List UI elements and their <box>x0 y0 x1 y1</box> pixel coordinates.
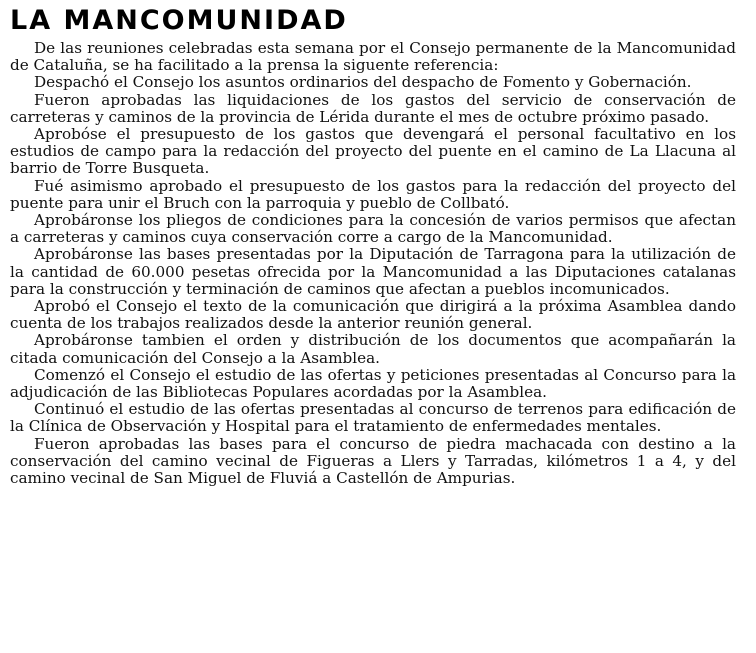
article-paragraph: De las reuniones celebradas esta semana por el Consejo permanente de la Mancomunidad de Cataluña, se ha facilitado a la prensa la siguente referencia: <box>10 39 736 75</box>
article-paragraph: Aprobáronse las bases presentadas por la Diputación de Tarragona para la utilización de la cantidad de 60.000 pesetas ofrecida por la Mancomunidad a las Diputaciones catalanas para la construcción y terminación de caminos que afectan a pueblos incomunicados. <box>10 245 736 298</box>
article-paragraph: Fueron aprobadas las liquidaciones de los gastos del servicio de conservación de carreteras y caminos de la provincia de Lérida durante el mes de octubre próximo pasado. <box>10 90 736 126</box>
article-paragraph: Despachó el Consejo los asuntos ordinarios del despacho de Fomento y Gobernación. <box>34 73 692 92</box>
news-article <box>10 6 736 651</box>
article-paragraph: Aprobó el Consejo el texto de la comunicación que dirigirá a la próxima Asamblea dando cuenta de los trabajos realizados desde la anterior reunión general. <box>10 297 736 333</box>
article-paragraph: Fué asimismo aprobado el presupuesto de los gastos para la redacción del proyecto del puente para unir el Bruch con la parroquia y pueblo de Collbató. <box>10 176 736 212</box>
article-paragraph: Fueron aprobadas las bases para el concurso de piedra machacada con destino a la conservación del camino vecinal de Figueras a Llers y Tarradas, kilómetros 1 a 4, y del camino vecinal de San Miguel de Fluviá a Castellón de Ampurias. <box>10 434 736 488</box>
article-paragraph: Comenzó el Consejo el estudio de las ofertas y peticiones presentadas al Concurso para la adjudicación de las Bibliotecas Populares acordadas por la Asamblea. <box>10 365 736 402</box>
article-paragraph: Aprobáronse los pliegos de condiciones para la concesión de varios permisos que afectan a carreteras y caminos cuya conservación corre a cargo de la Mancomunidad. <box>10 211 736 247</box>
article-paragraph: Aprobáronse tambien el orden y distribución de los documentos que acompañarán la citada comunicación del Consejo a la Asamblea. <box>10 331 736 367</box>
article-paragraph: Continuó el estudio de las ofertas presentadas al concurso de terrenos para edificación de la Clínica de Observación y Hospital para el tratamiento de enfermedades mentales. <box>10 400 736 436</box>
article-paragraph: Aprobóse el presupuesto de los gastos que devengará el personal facultativo en los estudios de campo para la redacción del proyecto del puente en el camino de La Llacuna al barrio de Torre Busqueta. <box>10 125 736 178</box>
article-headline: LA MANCOMUNIDAD <box>10 6 348 36</box>
